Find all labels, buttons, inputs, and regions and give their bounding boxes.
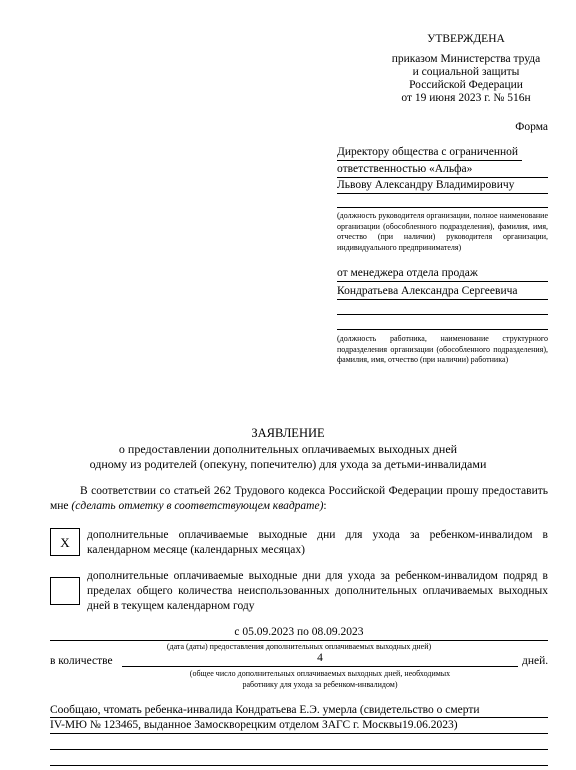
addressee-line: ответственностью «Альфа» <box>337 163 473 175</box>
option-checkbox-consecutive[interactable] <box>50 577 80 605</box>
document-title: ЗАЯВЛЕНИЕ <box>251 426 325 440</box>
approval-order-line: от 19 июня 2023 г. № 516н <box>401 92 531 104</box>
dates-value: с 05.09.2023 по 08.09.2023 <box>234 626 364 638</box>
addressee-caption: (должность руководителя организации, полное наименование организации (обособленного подразделения), фамилия, имя, отчество (при наличии) руководителя организации, индивидуального предпринимателя) <box>337 211 548 252</box>
notice-line: Сообщаю, чтомать ребенка-инвалида Кондратьева Е.Э. умерла (свидетельство о смерти <box>50 704 480 716</box>
addressee-line: Львову Александру Владимировичу <box>337 179 515 191</box>
sender-line: от менеджера отдела продаж <box>337 267 478 279</box>
dates-caption: (дата (даты) предоставления дополнительных оплачиваемых выходных дней) <box>166 642 432 651</box>
quantity-caption: работнику для ухода за ребенком-инвалидом) <box>242 680 398 689</box>
approval-order-line: Российской Федерации <box>409 79 523 91</box>
option-checkbox-monthly[interactable]: X <box>50 528 80 556</box>
approval-order-line: и социальной защиты <box>412 66 520 78</box>
approval-order-line: приказом Министерства труда <box>391 53 541 65</box>
document-subtitle: о предоставлении дополнительных оплачиваемых выходных дней <box>118 442 458 456</box>
sender-caption: (должность работника, наименование структурного подразделения организации (обособленного подразделения), фамилия, имя, отчество (при наличии) работника) <box>337 334 548 364</box>
intro-text: В соответствии со статьей 262 Трудового кодекса Российской Федерации прошу предоставить мне <box>50 485 548 512</box>
approval-title: УТВЕРЖДЕНА <box>427 33 505 45</box>
intro-colon: : <box>323 500 327 512</box>
option-text-monthly: дополнительные оплачиваемые выходные дни для ухода за ребенком-инвалидом в календарном месяце (календарных месяцах) <box>87 529 548 556</box>
addressee-line: Директору общества с ограниченной <box>337 146 519 158</box>
sender-line: Кондратьева Александра Сергеевича <box>337 285 518 297</box>
intro-hint: (сделать отметку в соответствующем квадрате) <box>71 500 324 512</box>
document-subtitle: одному из родителей (опекуну, попечителю) для ухода за детьми-инвалидами <box>89 457 487 471</box>
intro-paragraph <box>50 484 548 514</box>
form-label: Форма <box>515 121 548 133</box>
quantity-label: в количестве <box>50 655 113 667</box>
quantity-value: 4 <box>317 652 323 664</box>
option-text-consecutive: дополнительные оплачиваемые выходные дни для ухода за ребенком-инвалидом подряд в пределах общего количества неиспользованных дополнительных оплачиваемых выходных дней в текущем календарном году <box>87 570 548 612</box>
quantity-caption: (общее число дополнительных оплачиваемых выходных дней, необходимых <box>189 669 451 678</box>
quantity-unit: дней. <box>522 655 549 667</box>
notice-line: IV-МЮ № 123465, выданное Замоскворецким отделом ЗАГС г. Москвы19.06.2023) <box>50 719 458 731</box>
